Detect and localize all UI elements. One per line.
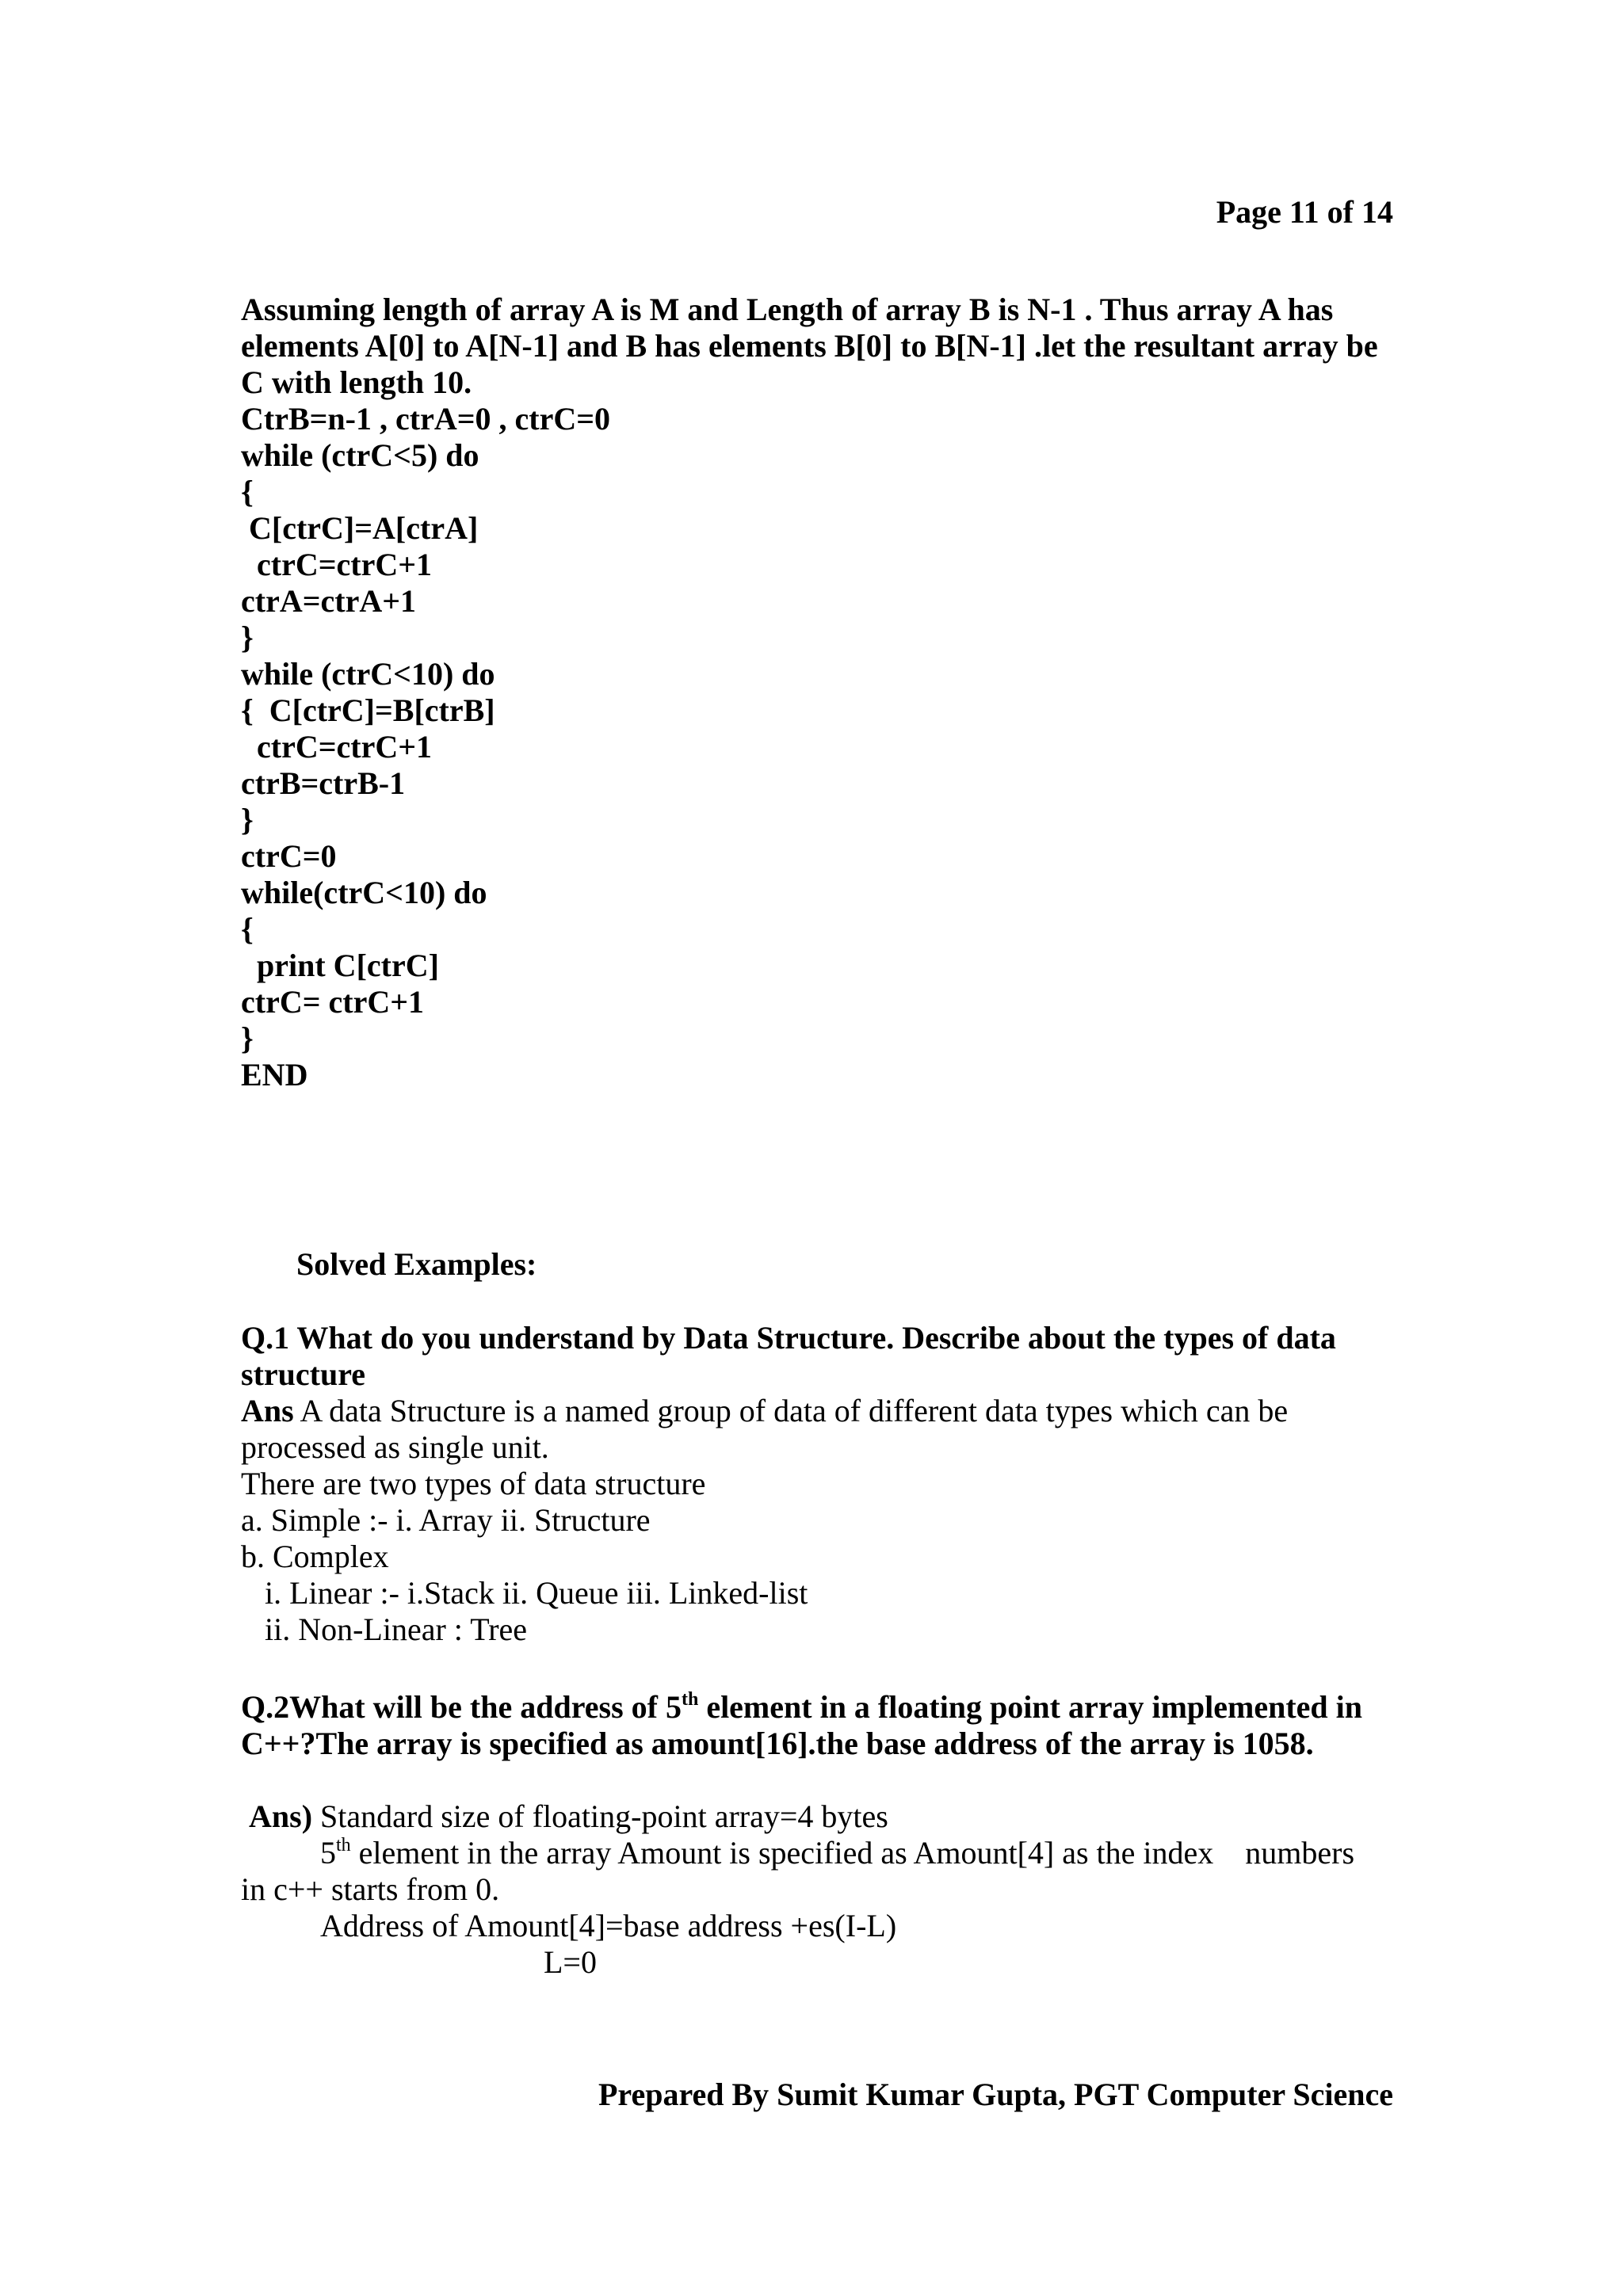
- q1-question-line-2: structure: [241, 1356, 365, 1392]
- code-line: ctrC=0: [241, 838, 337, 874]
- code-line: C[ctrC]=A[ctrA]: [241, 510, 479, 546]
- q1-answer-line-1: [241, 1393, 1288, 1429]
- q1-answer-line: i. Linear :- i.Stack ii. Queue iii. Linked-list: [241, 1575, 808, 1611]
- q2-question-part: Q.2What will be the address of 5: [241, 1689, 682, 1725]
- q2-answer-line-3: in c++ starts from 0.: [241, 1871, 500, 1907]
- q2-answer-part: element in the array Amount is specified as Amount[4] as the index numbers: [350, 1835, 1355, 1871]
- q2-answer-line-5: L=0: [544, 1944, 597, 1980]
- q2-answer-line-1: [249, 1798, 888, 1835]
- q2-answer-line-4: Address of Amount[4]=base address +es(I-L): [320, 1908, 897, 1943]
- code-line: print C[ctrC]: [241, 948, 439, 983]
- code-line: ctrA=ctrA+1: [241, 583, 417, 619]
- q1-answer-label: Ans: [241, 1393, 294, 1428]
- code-line: CtrB=n-1 , ctrA=0 , ctrC=0: [241, 401, 611, 437]
- footer-credit: Prepared By Sumit Kumar Gupta, PGT Computer Science: [598, 2077, 1393, 2112]
- q2-question-part: element in a floating point array implemented in: [698, 1689, 1363, 1725]
- code-line: ctrC=ctrC+1: [241, 729, 433, 765]
- q2-answer-superscript: th: [336, 1835, 351, 1855]
- q1-answer-line: ii. Non-Linear : Tree: [241, 1611, 528, 1647]
- code-line: { C[ctrC]=B[ctrB]: [241, 692, 495, 728]
- q2-question-line-2: C++?The array is specified as amount[16].the base address of the array is 1058.: [241, 1726, 1314, 1761]
- q1-answer-line: a. Simple :- i. Array ii. Structure: [241, 1502, 651, 1538]
- q1-answer-line: b. Complex: [241, 1539, 389, 1574]
- intro-line-1: Assuming length of array A is M and Length of array B is N-1 . Thus array A has: [241, 292, 1334, 327]
- code-line: END: [241, 1057, 308, 1093]
- q1-answer-line: processed as single unit.: [241, 1429, 549, 1465]
- q1-answer-text: A data Structure is a named group of data of different data types which can be: [293, 1393, 1289, 1428]
- code-line: }: [241, 802, 254, 837]
- q2-question-line-1: [241, 1689, 1362, 1726]
- page-number: Page 11 of 14: [1216, 194, 1393, 230]
- code-line: }: [241, 620, 254, 655]
- code-line: while (ctrC<5) do: [241, 437, 479, 473]
- intro-line-2: elements A[0] to A[N-1] and B has elements B[0] to B[N-1] .let the resultant array be: [241, 328, 1378, 364]
- code-line: {: [241, 911, 254, 947]
- q2-answer-part: 5: [320, 1835, 336, 1871]
- code-line: {: [241, 474, 254, 509]
- q2-answer-line-2: [320, 1835, 1354, 1871]
- q2-answer-label: Ans): [249, 1798, 313, 1834]
- code-line: ctrC= ctrC+1: [241, 984, 425, 1020]
- q1-question-line-1: Q.1 What do you understand by Data Structure. Describe about the types of data: [241, 1320, 1336, 1356]
- q2-question-superscript: th: [681, 1689, 699, 1710]
- section-heading: Solved Examples:: [296, 1246, 537, 1282]
- code-line: ctrB=ctrB-1: [241, 765, 406, 801]
- code-line: }: [241, 1020, 254, 1056]
- q1-answer-line: There are two types of data structure: [241, 1466, 706, 1501]
- intro-line-3: C with length 10.: [241, 364, 472, 400]
- code-line: while (ctrC<10) do: [241, 656, 495, 692]
- code-line: ctrC=ctrC+1: [241, 547, 433, 582]
- code-line: while(ctrC<10) do: [241, 875, 487, 910]
- q2-answer-text: Standard size of floating-point array=4 bytes: [312, 1798, 888, 1834]
